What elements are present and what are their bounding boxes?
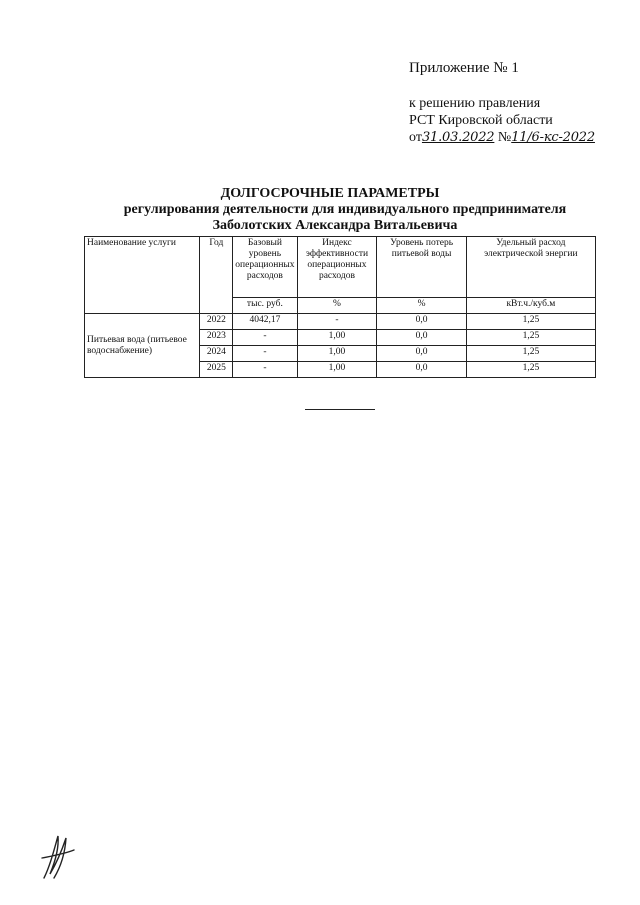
cell-efficiency-index: 1,00 bbox=[297, 362, 377, 378]
cell-base-level: - bbox=[233, 346, 297, 362]
title-line-3: Заболотских Александра Витальевича bbox=[212, 218, 458, 233]
header-loss-level: Уровень потерь питьевой воды bbox=[377, 237, 466, 298]
cell-year: 2022 bbox=[200, 314, 233, 330]
table-header-row bbox=[85, 237, 596, 298]
header-base-level: Базовый уровень операционных расходов bbox=[233, 237, 297, 298]
cell-base-level: - bbox=[233, 362, 297, 378]
cell-loss-level: 0,0 bbox=[377, 330, 466, 346]
table-row bbox=[85, 314, 596, 330]
header-year: Год bbox=[200, 237, 233, 314]
unit-base-level: тыс. руб. bbox=[233, 298, 297, 314]
unit-energy-rate: кВт.ч./куб.м bbox=[466, 298, 595, 314]
decision-number-prefix: № bbox=[497, 130, 512, 145]
header-efficiency-index: Индекс эффективности операционных расходов bbox=[297, 237, 377, 298]
cell-year: 2024 bbox=[200, 346, 233, 362]
cell-year: 2025 bbox=[200, 362, 233, 378]
unit-efficiency-index: % bbox=[297, 298, 377, 314]
appendix-label: Приложение № 1 bbox=[409, 60, 519, 76]
header-service: Наименование услуги bbox=[85, 237, 200, 314]
decision-line-3 bbox=[409, 129, 595, 146]
parameters-table bbox=[84, 236, 596, 378]
cell-loss-level: 0,0 bbox=[377, 362, 466, 378]
decision-block bbox=[409, 95, 595, 146]
title-line-2: регулирования деятельности для индивидуального предпринимателя bbox=[123, 202, 567, 217]
cell-efficiency-index: 1,00 bbox=[297, 346, 377, 362]
decision-line-1: к решению правления bbox=[409, 96, 541, 111]
unit-loss-level: % bbox=[377, 298, 466, 314]
title-line-1: ДОЛГОСРОЧНЫЕ ПАРАМЕТРЫ bbox=[220, 186, 440, 201]
header-energy-rate: Удельный расход электрической энергии bbox=[466, 237, 595, 298]
cell-energy-rate: 1,25 bbox=[466, 362, 595, 378]
decision-date: 31.03.2022 bbox=[421, 130, 495, 145]
cell-base-level: - bbox=[233, 330, 297, 346]
end-divider bbox=[305, 409, 375, 410]
document-title bbox=[0, 186, 640, 234]
cell-efficiency-index: 1,00 bbox=[297, 330, 377, 346]
cell-energy-rate: 1,25 bbox=[466, 346, 595, 362]
cell-loss-level: 0,0 bbox=[377, 314, 466, 330]
cell-energy-rate: 1,25 bbox=[466, 314, 595, 330]
signature-mark bbox=[38, 828, 78, 884]
decision-line-2: РСТ Кировской области bbox=[409, 113, 553, 128]
cell-base-level: 4042,17 bbox=[233, 314, 297, 330]
cell-energy-rate: 1,25 bbox=[466, 330, 595, 346]
service-name-cell: Питьевая вода (питьевое водоснабжение) bbox=[85, 314, 200, 378]
cell-loss-level: 0,0 bbox=[377, 346, 466, 362]
decision-number: 11/6-кс-2022 bbox=[511, 130, 595, 145]
cell-year: 2023 bbox=[200, 330, 233, 346]
decision-prefix: от bbox=[409, 130, 422, 145]
cell-efficiency-index: - bbox=[297, 314, 377, 330]
